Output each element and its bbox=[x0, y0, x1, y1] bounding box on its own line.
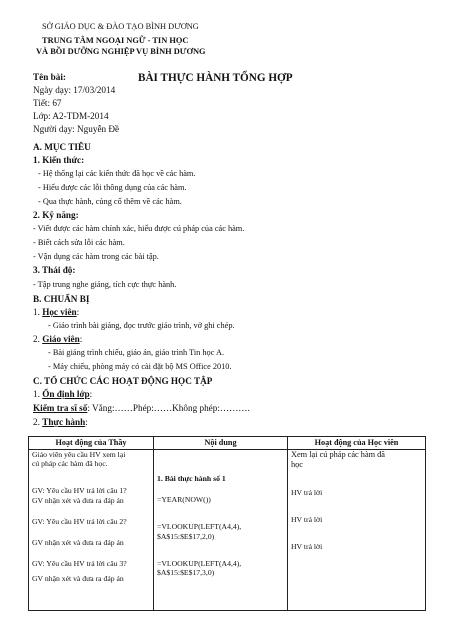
knowledge-item: - Hệ thống lại các kiến thức đã học về các hàm. bbox=[38, 169, 196, 178]
section-b-heading: B. CHUẨN BỊ bbox=[33, 294, 90, 304]
students-item: - Giáo trình bài giảng, đọc trước giáo trình, vở ghi chép. bbox=[48, 321, 235, 330]
teacher-prep-heading: 2. Giáo viên: bbox=[33, 334, 83, 344]
content-line: =VLOOKUP(LEFT(A4,4), bbox=[157, 522, 242, 532]
teacher-line: GV: Yêu cầu HV trả lời câu 3? bbox=[32, 559, 127, 569]
lesson-label: Tên bài: bbox=[33, 72, 66, 82]
table-row bbox=[29, 449, 426, 610]
checkin-line bbox=[33, 404, 250, 413]
column-header: Hoạt động của Học viên bbox=[288, 437, 426, 450]
teacher-prep-item: - Máy chiếu, phòng máy có cài đặt bộ MS Office 2010. bbox=[48, 362, 232, 371]
lesson-class: Lớp: A2-TDM-2014 bbox=[33, 111, 109, 121]
content-line: 1. Bài thực hành số 1 bbox=[157, 473, 226, 483]
stabilize-heading: 1. Ổn định lớp: bbox=[33, 389, 93, 399]
teacher-activity-cell bbox=[29, 449, 154, 610]
teacher-line: GV nhận xét và đưa ra đáp án bbox=[32, 538, 124, 548]
students-heading: 1. Học viên: bbox=[33, 307, 80, 317]
header-line-2: TRUNG TÂM NGOẠI NGỮ - TIN HỌC bbox=[42, 36, 189, 45]
skills-item: - Vận dụng các hàm trong các bài tập. bbox=[33, 252, 159, 261]
checkin-label: Kiểm tra sĩ số bbox=[33, 403, 88, 413]
content-line: $A$15:$E$17,2,0) bbox=[157, 531, 215, 541]
skills-heading: 2. Kỹ năng: bbox=[33, 210, 79, 220]
column-header: Nội dung bbox=[154, 437, 288, 450]
practice-heading: 2. Thực hành: bbox=[33, 417, 88, 427]
section-a-heading: A. MỤC TIÊU bbox=[33, 142, 91, 152]
practice-label: Thực hành bbox=[42, 417, 86, 427]
student-line: Xem lại cú pháp các hàm đã bbox=[291, 449, 385, 459]
lesson-title: BÀI THỰC HÀNH TỔNG HỢP bbox=[138, 72, 293, 84]
teacher-line: cú pháp các hàm đã học. bbox=[32, 459, 108, 469]
teacher-line: GV: Yêu cầu HV trả lời câu 2? bbox=[32, 516, 127, 526]
activities-table bbox=[28, 436, 426, 611]
column-header: Hoạt động của Thầy bbox=[29, 437, 154, 450]
lesson-period: Tiết: 67 bbox=[33, 98, 62, 108]
student-line: HV trả lời bbox=[291, 514, 323, 524]
knowledge-heading: 1. Kiến thức: bbox=[33, 155, 85, 165]
lesson-teacher: Người dạy: Nguyễn Đề bbox=[33, 124, 120, 134]
skills-item: - Biết cách sửa lỗi các hàm. bbox=[33, 238, 125, 247]
stabilize-label: Ổn định lớp bbox=[42, 389, 90, 399]
student-line: học bbox=[291, 459, 303, 469]
skills-item: - Viết được các hàm chính xác, hiểu được cú pháp của các hàm. bbox=[33, 224, 245, 233]
teacher-line: GV nhận xét và đưa ra đáp án bbox=[32, 495, 124, 505]
lesson-date: Ngày dạy: 17/03/2014 bbox=[33, 85, 116, 95]
knowledge-item: - Hiểu được các lỗi thông dụng của các hàm. bbox=[38, 183, 187, 192]
content-line: =VLOOKUP(LEFT(A4,4), bbox=[157, 558, 242, 568]
table-header-row bbox=[29, 437, 426, 450]
student-activity-cell bbox=[288, 449, 426, 610]
header-line-3: VÀ BỒI DƯỠNG NGHIỆP VỤ BÌNH DƯƠNG bbox=[36, 47, 206, 56]
checkin-rest: : Vắng:……Phép:……Không phép:………. bbox=[87, 403, 250, 413]
teacher-line: Giáo viên yêu cầu HV xem lại bbox=[32, 449, 126, 459]
knowledge-item: - Qua thực hành, củng cố thêm về các hàm. bbox=[38, 197, 182, 206]
header-line-1: SỞ GIÁO DỤC & ĐÀO TẠO BÌNH DƯƠNG bbox=[42, 22, 199, 31]
students-label: Học viên bbox=[42, 307, 77, 317]
attitude-heading: 3. Thái độ: bbox=[33, 265, 76, 275]
content-line: $A$15:$E$17,3,0) bbox=[157, 568, 215, 578]
teacher-prep-item: - Bài giảng trình chiếu, giáo án, giáo trình Tin học A. bbox=[48, 348, 225, 357]
teacher-line: GV: Yêu cầu HV trả lời câu 1? bbox=[32, 486, 127, 496]
teacher-prep-label: Giáo viên bbox=[42, 334, 80, 344]
teacher-line: GV nhận xét và đưa ra đáp án bbox=[32, 574, 124, 584]
content-cell bbox=[154, 449, 288, 610]
section-c-heading: C. TỔ CHỨC CÁC HOẠT ĐỘNG HỌC TẬP bbox=[33, 376, 213, 386]
content-line: =YEAR(NOW()) bbox=[157, 495, 211, 505]
attitude-item: - Tập trung nghe giảng, tích cực thực hành. bbox=[33, 280, 177, 289]
student-line: HV trả lời bbox=[291, 487, 323, 497]
student-line: HV trả lời bbox=[291, 542, 323, 552]
